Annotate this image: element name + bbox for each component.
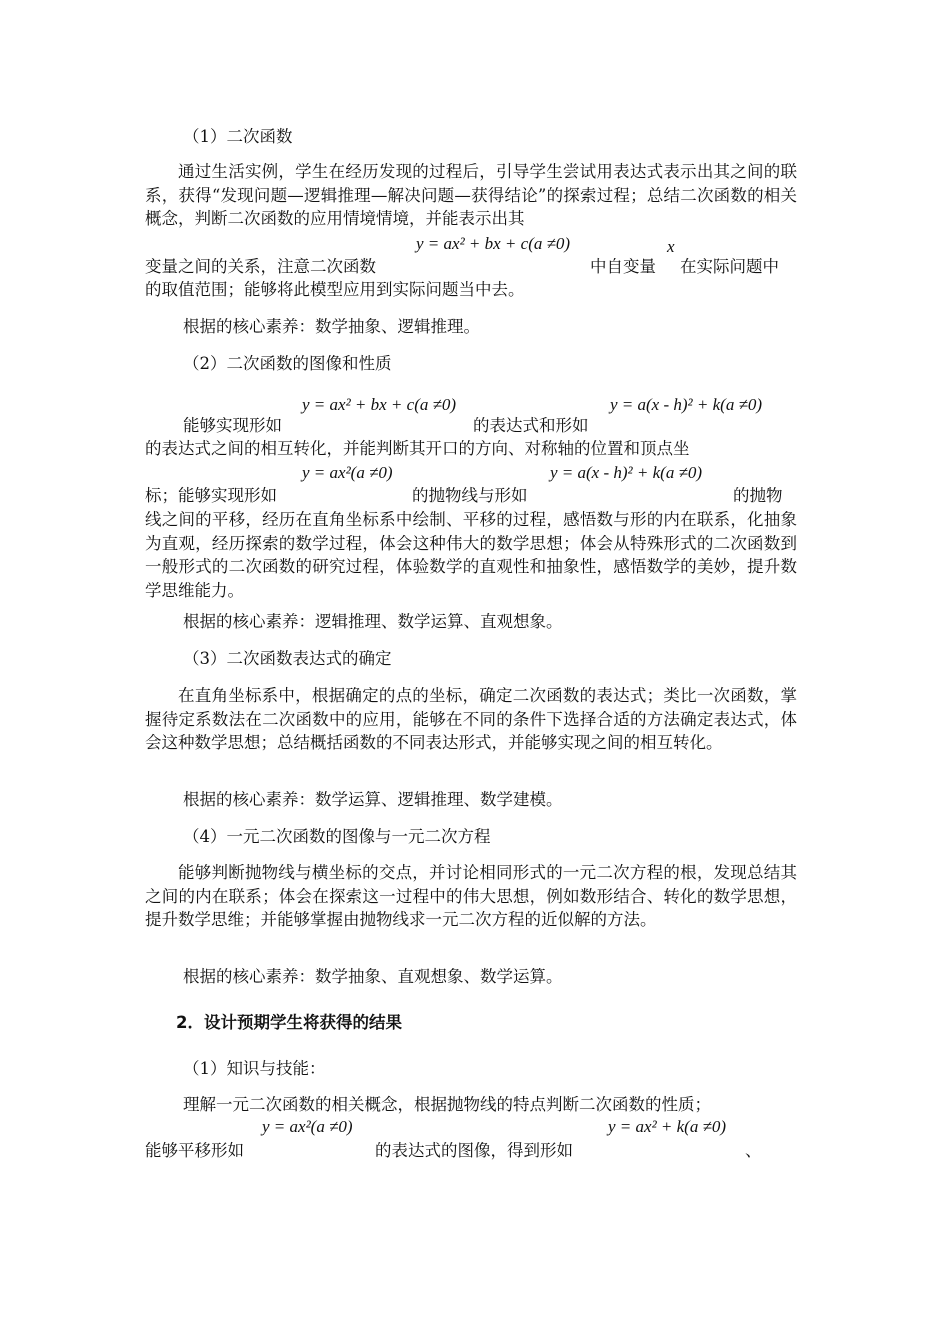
section1-paragraph-end: 的取值范围；能够将此模型应用到实际问题当中去。 xyxy=(145,280,525,299)
section2-paragraph-rest: 线之间的平移，经历在直角坐标系中绘制、平移的过程，感悟数与形的内在联系，化抽象为直观，经历探索的数学过程，体会这种伟大的数学思想；体会从特殊形式的二次函数到一般形式的二次函数的研究过程，体验数学的直观性和抽象性，感悟数学的美妙，提升数学思维能力。 xyxy=(145,510,797,600)
section1-paragraph: 通过生活实例，学生在经历发现的过程后，引导学生尝试用表达式表示出其之间的联系，获得“发现问题—逻辑推理—解决问题—获得结论”的探索过程；总结二次函数的相关概念，判断二次函数的应用情境情境，并能表示出其 xyxy=(145,162,797,228)
section2-line3-a: 标；能够实现形如 xyxy=(145,486,277,505)
part2-subheading-knowledge: （1）知识与技能： xyxy=(183,1059,326,1078)
section3-paragraph: 在直角坐标系中，根据确定的点的坐标，确定二次函数的表达式；类比一次函数，掌握待定系数法在二次函数中的应用，能够在不同的条件下选择合适的方法确定表达式，体会这种数学思想；总结概括函数的不同表达形式，并能够实现之间的相互转化。 xyxy=(145,686,797,752)
section-heading-2: （2）二次函数的图像和性质 xyxy=(183,354,392,373)
part2-last-b: 的表达式的图像，得到形如 xyxy=(375,1141,573,1160)
section3-core-literacy: 根据的核心素养：数学运算、逻辑推理、数学建模。 xyxy=(183,790,563,809)
section4-paragraph: 能够判断抛物线与横坐标的交点，并讨论相同形式的一元二次方程的根，发现总结其之间的内在联系；体会在探索这一过程中的伟大思想，例如数形结合、转化的数学思想，提升数学思维；并能够掌握由抛物线求一元二次方程的近似解的方法。 xyxy=(145,863,797,929)
formula-general-quadratic: y = ax² + bx + c(a ≠0) xyxy=(416,234,571,253)
formula-shifted-quadratic: y = ax² + k(a ≠0) xyxy=(608,1117,727,1136)
section2-line1-b: 的表达式和形如 xyxy=(473,416,589,435)
section-heading-3: （3）二次函数表达式的确定 xyxy=(183,649,392,668)
section1-line-b: 中自变量 xyxy=(590,257,656,276)
section2-core-literacy: 根据的核心素养：逻辑推理、数学运算、直观想象。 xyxy=(183,612,563,631)
section4-core-literacy: 根据的核心素养：数学抽象、直观想象、数学运算。 xyxy=(183,967,563,986)
formula-general-quadratic-2: y = ax² + bx + c(a ≠0) xyxy=(302,395,457,414)
formula-simple-quadratic: y = ax²(a ≠0) xyxy=(302,463,393,482)
section1-core-literacy: 根据的核心素养：数学抽象、逻辑推理。 xyxy=(183,317,480,336)
formula-vertex-form: y = a(x - h)² + k(a ≠0) xyxy=(610,395,763,414)
section2-line3-b: 的抛物线与形如 xyxy=(412,486,528,505)
section2-line3-c: 的抛物 xyxy=(733,486,783,505)
section-heading-1: （1）二次函数 xyxy=(183,127,293,146)
variable-x: x xyxy=(667,237,675,256)
part2-paragraph: 理解一元二次函数的相关概念，根据抛物线的特点判断二次函数的性质； xyxy=(183,1095,711,1114)
part2-last-c: 、 xyxy=(745,1141,762,1160)
formula-simple-quadratic-2: y = ax²(a ≠0) xyxy=(262,1117,353,1136)
part2-heading: 2．设计预期学生将获得的结果 xyxy=(176,1013,402,1032)
formula-vertex-form-2: y = a(x - h)² + k(a ≠0) xyxy=(550,463,703,482)
section2-line2: 的表达式之间的相互转化，并能判断其开口的方向、对称轴的位置和顶点坐 xyxy=(145,439,690,458)
section-heading-4: （4）一元二次函数的图像与一元二次方程 xyxy=(183,827,491,846)
section2-line1-a: 能够实现形如 xyxy=(183,416,282,435)
section1-line-a: 变量之间的关系，注意二次函数 xyxy=(145,257,376,276)
section1-line-c: 在实际问题中 xyxy=(680,257,779,276)
part2-last-a: 能够平移形如 xyxy=(145,1141,244,1160)
